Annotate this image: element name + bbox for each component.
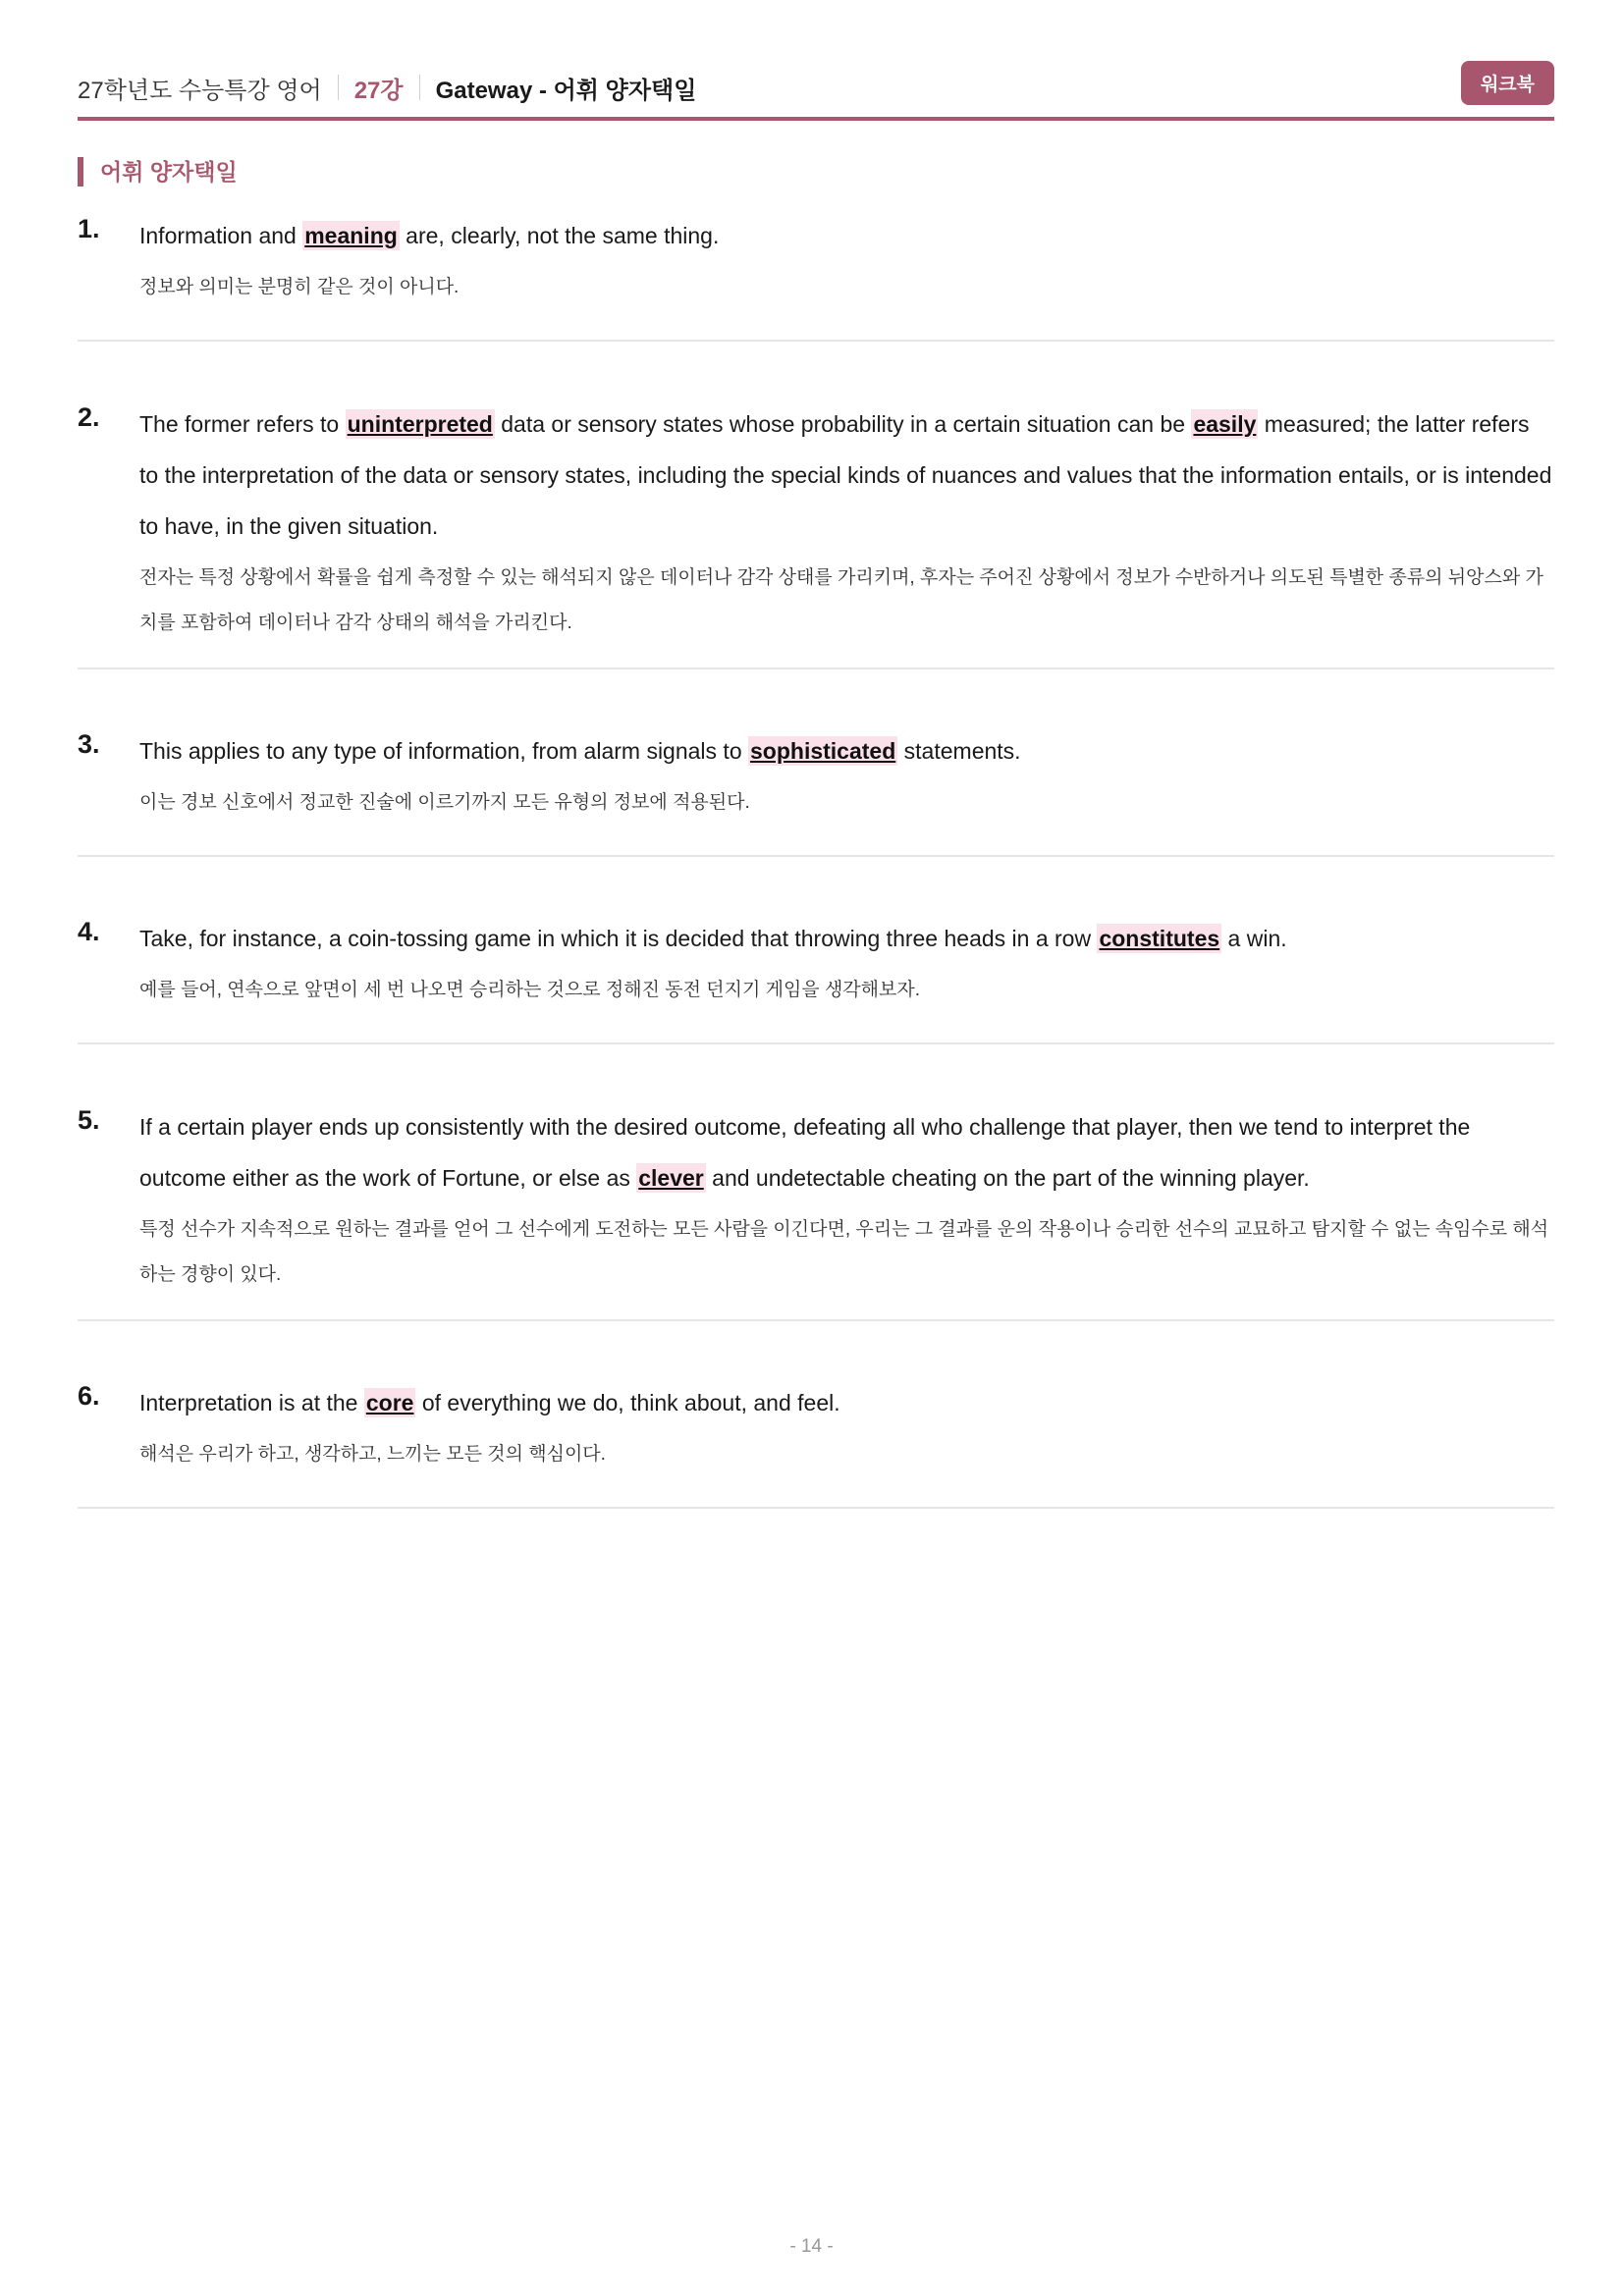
list-item — [78, 399, 1554, 669]
sentence-text: are, clearly, not the same thing. — [399, 223, 720, 248]
english-sentence — [139, 210, 1554, 261]
sentence-text: Take, for instance, a coin-tossing game in which it is decided that throwing three heads in a row — [139, 926, 1098, 951]
item-number: 4. — [78, 917, 100, 946]
header-divider — [338, 75, 339, 100]
english-sentence — [139, 399, 1554, 552]
english-sentence — [139, 725, 1554, 776]
list-item — [78, 1101, 1554, 1321]
keyword-highlight: meaning — [304, 223, 398, 248]
keyword-highlight: constitutes — [1099, 926, 1220, 951]
english-sentence — [139, 913, 1554, 964]
sentence-text: a win. — [1221, 926, 1287, 951]
sentence-text: The former refers to — [139, 411, 346, 437]
item-number: 1. — [78, 214, 100, 243]
korean-translation: 예를 들어, 연속으로 앞면이 세 번 나오면 승리하는 것으로 정해진 동전 던지기 게임을 생각해보자. — [139, 980, 920, 1000]
item-number: 5. — [78, 1105, 100, 1135]
keyword-highlight: clever — [638, 1165, 704, 1191]
list-item — [78, 913, 1554, 1044]
workbook-badge: 워크북 — [1461, 61, 1554, 105]
keyword-highlight: core — [365, 1390, 414, 1415]
korean-translation: 이는 경보 신호에서 정교한 진술에 이르기까지 모든 유형의 정보에 적용된다. — [139, 792, 750, 813]
sentence-text: of everything we do, think about, and feel. — [415, 1390, 840, 1415]
list-item — [78, 210, 1554, 342]
sentence-text: Interpretation is at the — [139, 1390, 364, 1415]
lesson-number: 27강 — [353, 77, 404, 104]
sentence-text: Information and — [139, 223, 303, 248]
korean-translation: 해석은 우리가 하고, 생각하고, 느끼는 모든 것의 핵심이다. — [139, 1444, 606, 1465]
section-title: 어휘 양자택일 — [78, 157, 238, 187]
sentence-text: measured; the latter refers to the interpretation of the data or sensory states, including the special kinds of nuances and values that the information entails, or is intended to have, in the given situation. — [139, 411, 1552, 539]
sentence-text: statements. — [897, 738, 1021, 764]
sentence-text: If a certain player ends up consistently with the desired outcome, defeating all who challenge that player, then we tend to interpret the outcome either as the work of Fortune, or else as — [139, 1114, 1471, 1191]
course-name: 27학년도 수능특강 영어 — [78, 77, 322, 104]
keyword-highlight: easily — [1193, 411, 1257, 437]
item-number: 6. — [78, 1381, 100, 1411]
sentence-text: and undetectable cheating on the part of the winning player. — [705, 1165, 1310, 1191]
english-sentence — [139, 1377, 1554, 1428]
keyword-highlight: uninterpreted — [347, 411, 493, 437]
item-number: 2. — [78, 402, 100, 432]
item-number: 3. — [78, 729, 100, 759]
page-title: Gateway - 어휘 양자택일 — [435, 77, 697, 104]
english-sentence — [139, 1101, 1554, 1203]
korean-translation: 정보와 의미는 분명히 같은 것이 아니다. — [139, 277, 460, 297]
list-item — [78, 725, 1554, 857]
header-rule — [78, 117, 1554, 121]
page-header — [78, 61, 1554, 114]
korean-translation: 전자는 특정 상황에서 확률을 쉽게 측정할 수 있는 해석되지 않은 데이터나 감각 상태를 가리키며, 후자는 주어진 상황에서 정보가 수반하거나 의도된 특별한 종류의 뉘앙스와 가치를 포함하여 데이터나 감각 상태의 해석을 가리킨다. — [139, 567, 1543, 633]
header-divider — [419, 75, 420, 100]
sentence-text: data or sensory states whose probability in a certain situation can be — [494, 411, 1192, 437]
sentence-text: This applies to any type of information, from alarm signals to — [139, 738, 749, 764]
keyword-highlight: sophisticated — [750, 738, 896, 764]
korean-translation: 특정 선수가 지속적으로 원하는 결과를 얻어 그 선수에게 도전하는 모든 사람을 이긴다면, 우리는 그 결과를 운의 작용이나 승리한 선수의 교묘하고 탐지할 수 없는 속임수로 해석하는 경향이 있다. — [139, 1219, 1549, 1285]
page-number: - 14 - — [789, 2236, 834, 2257]
list-item — [78, 1377, 1554, 1509]
